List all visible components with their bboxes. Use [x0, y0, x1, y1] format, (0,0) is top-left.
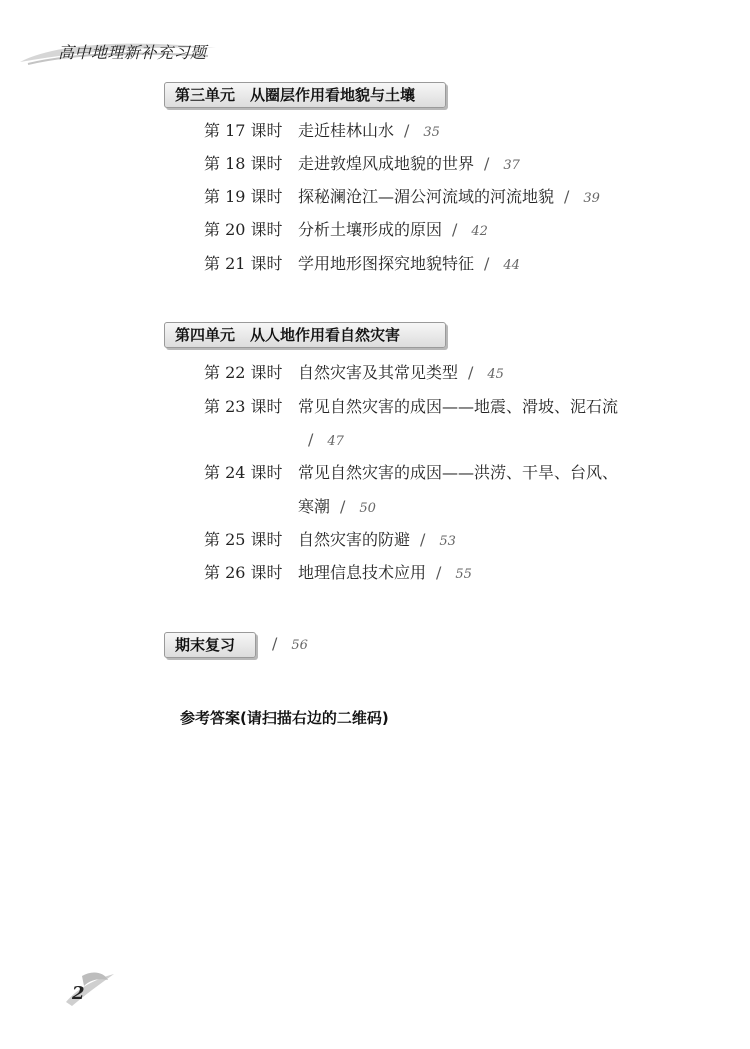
toc-entry[interactable]	[204, 187, 600, 209]
page-ref: 35	[423, 125, 440, 140]
separator: /	[436, 563, 442, 582]
toc-entry[interactable]	[204, 121, 440, 143]
unit3-title: 第三单元 从圈层作用看地貌与土壤	[164, 82, 446, 108]
page-ref: 50	[359, 501, 376, 516]
lesson-number: 第 26 课时	[204, 563, 283, 582]
final-review-page	[262, 634, 308, 656]
page-number: 2	[72, 983, 85, 1004]
lesson-title: 常见自然灾害的成因——洪涝、干旱、台风、	[298, 463, 619, 482]
toc-entry[interactable]	[204, 220, 488, 242]
lesson-number: 第 18 课时	[204, 154, 283, 173]
toc-entry-continuation	[308, 430, 344, 452]
separator: /	[272, 634, 278, 653]
toc-entry[interactable]	[204, 397, 618, 417]
lesson-number: 第 23 课时	[204, 397, 283, 416]
lesson-title: 自然灾害及其常见类型	[298, 363, 459, 382]
separator: /	[484, 254, 490, 273]
lesson-title: 走进敦煌风成地貌的世界	[298, 154, 475, 173]
answers-note: 参考答案(请扫描右边的二维码)	[180, 709, 389, 727]
lesson-title: 走近桂林山水	[298, 121, 395, 140]
header-title: 高中地理新补充习题	[58, 43, 207, 62]
separator: /	[468, 363, 474, 382]
lesson-number: 第 24 课时	[204, 463, 283, 482]
lesson-title: 常见自然灾害的成因——地震、滑坡、泥石流	[298, 397, 619, 416]
lesson-title: 自然灾害的防避	[298, 530, 411, 549]
unit4-title: 第四单元 从人地作用看自然灾害	[164, 322, 446, 348]
toc-entry[interactable]	[204, 154, 520, 176]
lesson-number: 第 17 课时	[204, 121, 283, 140]
separator: /	[308, 430, 314, 449]
page-ref: 55	[455, 567, 472, 582]
separator: /	[484, 154, 490, 173]
lesson-number: 第 25 课时	[204, 530, 283, 549]
toc-entry[interactable]	[204, 530, 456, 552]
page-ref: 39	[583, 191, 600, 206]
separator: /	[452, 220, 458, 239]
final-review-title[interactable]: 期末复习	[164, 632, 256, 658]
lesson-number: 第 21 课时	[204, 254, 283, 273]
lesson-title: 探秘澜沧江—湄公河流域的河流地貌	[298, 187, 555, 206]
page-corner-ornament	[62, 966, 118, 1014]
page-ref: 53	[439, 534, 456, 549]
lesson-title-cont: 寒潮	[298, 497, 331, 516]
page-ref: 56	[291, 638, 308, 653]
separator: /	[420, 530, 426, 549]
lesson-title: 学用地形图探究地貌特征	[298, 254, 475, 273]
toc-entry[interactable]	[204, 563, 472, 585]
toc-entry[interactable]	[204, 363, 504, 385]
lesson-number: 第 19 课时	[204, 187, 283, 206]
separator: /	[340, 497, 346, 516]
toc-entry[interactable]	[204, 463, 618, 483]
page-ref: 44	[503, 258, 520, 273]
toc-entry-continuation	[298, 497, 376, 519]
page-ref: 47	[327, 434, 344, 449]
separator: /	[404, 121, 410, 140]
lesson-number: 第 20 课时	[204, 220, 283, 239]
lesson-title: 分析土壤形成的原因	[298, 220, 443, 239]
page-ref: 37	[503, 158, 520, 173]
lesson-title: 地理信息技术应用	[298, 563, 427, 582]
toc-entry[interactable]	[204, 254, 520, 276]
page-ref: 42	[471, 224, 488, 239]
page-ref: 45	[487, 367, 504, 382]
separator: /	[564, 187, 570, 206]
lesson-number: 第 22 课时	[204, 363, 283, 382]
